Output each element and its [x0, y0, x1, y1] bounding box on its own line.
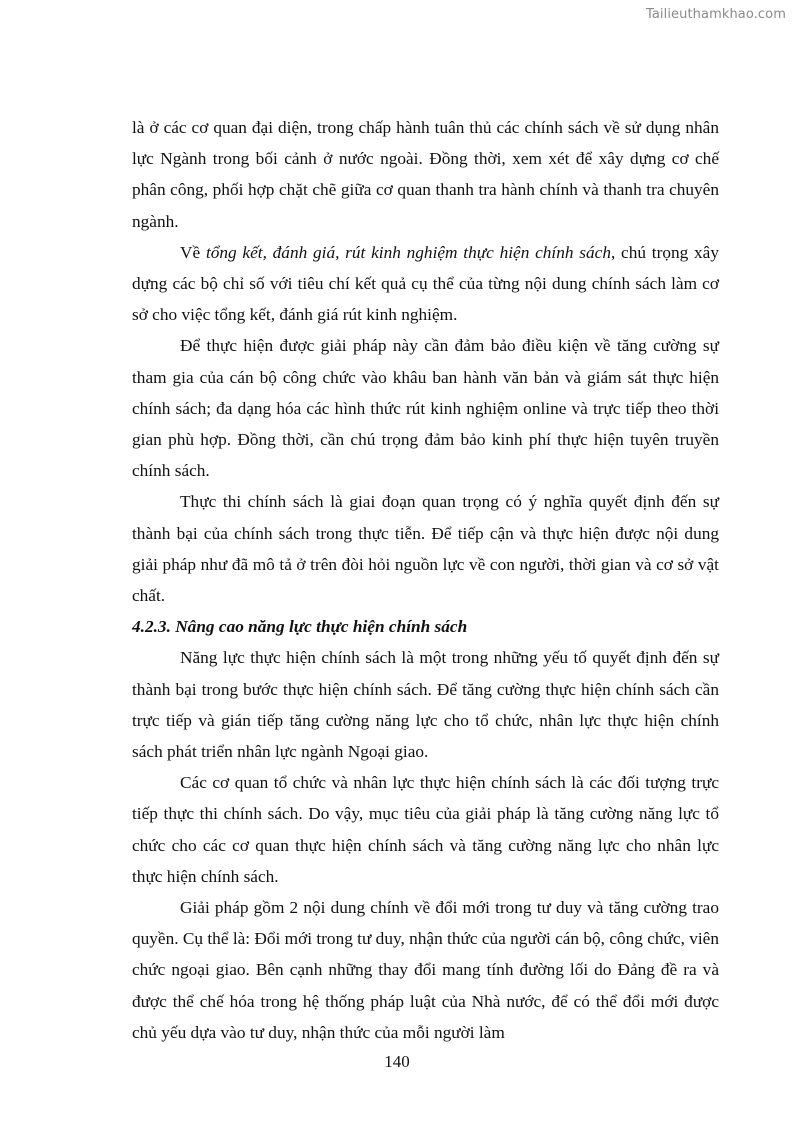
paragraph-4: Thực thi chính sách là giai đoạn quan trọng có ý nghĩa quyết định đến sự thành bại của chính sách trong thực tiễn. Để tiếp cận và thực hiện được nội dung giải pháp như đã mô tả ở trên đòi hỏi nguồn lực về con người, thời gian và cơ sở vật chất.	[132, 492, 719, 606]
paragraph-6: Các cơ quan tổ chức và nhân lực thực hiện chính sách là các đối tượng trực tiếp thực thi chính sách. Do vậy, mục tiêu của giải pháp là tăng cường năng lực tổ chức cho các cơ quan thực hiện chính sách và tăng cường năng lực cho nhân lực thực hiện chính sách.	[132, 773, 719, 886]
paragraph-2-suffix: , chú trọng xây dựng các bộ chỉ số với tiêu chí kết quả cụ thể của từng nội dung chính sách làm cơ sở cho việc tổng kết, đánh giá rút kinh nghiệm.	[132, 242, 719, 325]
paragraph-2	[132, 237, 719, 331]
paragraph-3: Để thực hiện được giải pháp này cần đảm bảo điều kiện về tăng cường sự tham gia của cán bộ công chức vào khâu ban hành văn bản và giám sát thực hiện chính sách; đa dạng hóa các hình thức rút kinh nghiệm online và trực tiếp theo thời gian phù hợp. Đồng thời, cần chú trọng đảm bảo kinh phí thực hiện tuyên truyền chính sách.	[132, 336, 719, 481]
section-heading: 4.2.3. Nâng cao năng lực thực hiện chính sách	[132, 617, 468, 637]
page-body	[132, 112, 719, 1048]
watermark-text: Tailieuthamkhao.com	[645, 7, 786, 22]
paragraph-2-prefix: Về	[180, 242, 206, 262]
page-number: 140	[384, 1052, 410, 1071]
paragraph-2-emphasis: tổng kết, đánh giá, rút kinh nghiệm thực hiện chính sách	[205, 242, 611, 262]
paragraph-5: Năng lực thực hiện chính sách là một trong những yếu tố quyết định đến sự thành bại trong bước thực hiện chính sách. Để tăng cường thực hiện chính sách cần trực tiếp và gián tiếp tăng cường năng lực cho tổ chức, nhân lực thực hiện chính sách phát triển nhân lực ngành Ngoại giao.	[132, 648, 719, 762]
paragraph-1: là ở các cơ quan đại diện, trong chấp hành tuân thủ các chính sách về sử dụng nhân lực Ngành trong bối cảnh ở nước ngoài. Đồng thời, xem xét để xây dựng cơ chế phân công, phối hợp chặt chẽ giữa cơ quan thanh tra hành chính và thanh tra chuyên ngành.	[132, 118, 719, 231]
paragraph-7: Giải pháp gồm 2 nội dung chính về đổi mới trong tư duy và tăng cường trao quyền. Cụ thể là: Đổi mới trong tư duy, nhận thức của người cán bộ, công chức, viên chức ngoại giao. Bên cạnh những thay đổi mang tính đường lối do Đảng đề ra và được thể chế hóa trong hệ thống pháp luật của Nhà nước, để có thể đổi mới được chủ yếu dựa vào tư duy, nhận thức của mỗi người làm	[132, 898, 719, 1042]
